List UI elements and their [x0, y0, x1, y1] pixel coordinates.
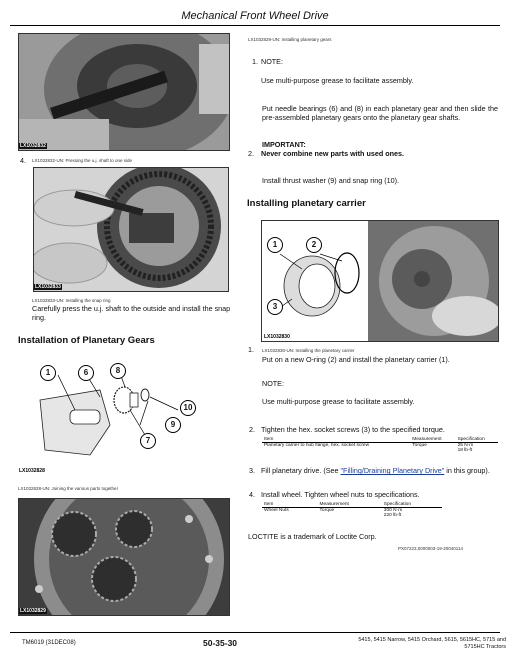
step-text: Tighten the hex. socket screws (3) to the specified torque.: [261, 425, 445, 434]
footer-models-line-1: 5415, 5415 Narrow, 5415 Orchard, 5615, 5615HC, 5715 and: [358, 637, 506, 643]
footer-rule: [10, 632, 500, 633]
callout-1: 1: [40, 365, 56, 381]
callout-10: 10: [180, 400, 196, 416]
step-text: Carefully press the u.j. shaft to the outside and install the snap ring.: [32, 304, 231, 322]
step-number: 2.: [248, 149, 254, 158]
table-header: Measurement: [318, 502, 382, 508]
photo-planetary-carrier: [18, 498, 230, 616]
step-number: 4.: [20, 156, 26, 165]
callout-3: 3: [267, 299, 283, 315]
spec-metric: 25 N·m: [457, 443, 474, 448]
photo-snap-ring: [33, 167, 229, 292]
figure-caption: LX1032833-UN: Installing the snap ring: [32, 298, 111, 303]
table-header: Specification: [382, 502, 442, 508]
figure-caption: LX1032829-UN: Installing planetary gears: [248, 37, 332, 42]
table-cell: Torque: [319, 508, 335, 513]
table-cell: Wheel Nuts: [264, 508, 289, 513]
spec-imperial: 18 lb-ft: [457, 448, 473, 453]
section-heading: Installing planetary carrier: [247, 198, 366, 209]
step-number: 1.: [252, 57, 258, 66]
callout-2: 2: [306, 237, 322, 253]
header-rule: [10, 25, 500, 26]
figure-label: LX1032832: [20, 143, 46, 149]
diagram-planetary-gears: [30, 355, 230, 460]
table-header: Specification: [456, 437, 498, 443]
instruction-paragraph: Put needle bearings (6) and (8) in each planetary gear and then slide the pre-assembled planetary gears onto the planetary gear shafts.: [262, 104, 498, 122]
note-title: NOTE:: [262, 379, 284, 388]
table-row: [262, 443, 498, 454]
figure-label: LX1032829: [20, 608, 46, 614]
wheel-nut-spec-table: [262, 502, 442, 518]
footer-doc-id: TM6019 (31DEC08): [22, 640, 76, 646]
table-cell: [456, 443, 498, 454]
important-text: Never combine new parts with used ones.: [261, 149, 404, 158]
callout-1: 1: [267, 237, 283, 253]
instruction-paragraph: Install thrust washer (9) and snap ring (10).: [262, 176, 400, 185]
table-cell: Torque: [412, 443, 427, 448]
footer-models-line-2: 5715HC Tractors: [464, 644, 506, 650]
table-header: Item: [262, 437, 410, 443]
important-title: IMPORTANT:: [262, 140, 306, 149]
figure-label: LX1032830: [264, 334, 290, 340]
note-text: Use multi-purpose grease to facilitate assembly.: [262, 397, 415, 406]
callout-7: 7: [140, 433, 156, 449]
document-reference: PX07223,0000003-19-20040114: [398, 546, 463, 551]
torque-spec-table: [262, 437, 498, 453]
figure-planetary-carrier: [261, 220, 499, 342]
step-text: Put on a new O-ring (2) and install the planetary carrier (1).: [262, 355, 450, 364]
figure-label: LX1032828: [19, 468, 45, 474]
step-text-pre: Fill planetary drive. (See: [261, 466, 341, 475]
table-header: Item: [262, 502, 318, 508]
spec-imperial: 220 lb-ft: [383, 513, 402, 518]
footer-page-number: 50-35-30: [203, 638, 238, 648]
note-text: Use multi-purpose grease to facilitate assembly.: [261, 76, 414, 85]
callout-9: 9: [165, 417, 181, 433]
step-number: 3.: [249, 466, 255, 475]
figure-caption: LX1032830-UN: Installing the planetary carrier: [262, 348, 355, 353]
photo-uj-shaft: [18, 33, 230, 151]
step-text: Install wheel. Tighten wheel nuts to specifications.: [261, 490, 420, 499]
table-row: [262, 508, 442, 519]
step-text: [261, 466, 499, 475]
step-number: 1.: [248, 345, 254, 354]
step-number: 2.: [249, 425, 255, 434]
section-heading: Installation of Planetary Gears: [18, 335, 155, 346]
table-header: Measurement: [410, 437, 455, 443]
procedure-link[interactable]: "Filling/Draining Planetary Drive": [340, 466, 445, 475]
note-title: NOTE:: [261, 57, 283, 66]
spec-metric: 300 N·m: [383, 508, 403, 513]
figure-caption: LX1032828-UN: Joining the various parts together: [18, 486, 119, 491]
figure-label: LX1032833: [35, 284, 61, 290]
trademark-note: LOCTITE is a trademark of Loctite Corp.: [248, 532, 377, 541]
callout-6: 6: [78, 365, 94, 381]
table-cell: [382, 508, 442, 519]
page-header-title: Mechanical Front Wheel Drive: [181, 10, 329, 22]
step-number: 4.: [249, 490, 255, 499]
footer-models: [270, 637, 506, 651]
figure-caption: LX1032832-UN: Pressing the u.j. shaft to one side: [32, 158, 133, 163]
step-text-post: in this group).: [444, 466, 490, 475]
callout-8: 8: [110, 363, 126, 379]
table-cell: Planetary carrier to hub flange, hex. socket screw: [264, 443, 370, 448]
